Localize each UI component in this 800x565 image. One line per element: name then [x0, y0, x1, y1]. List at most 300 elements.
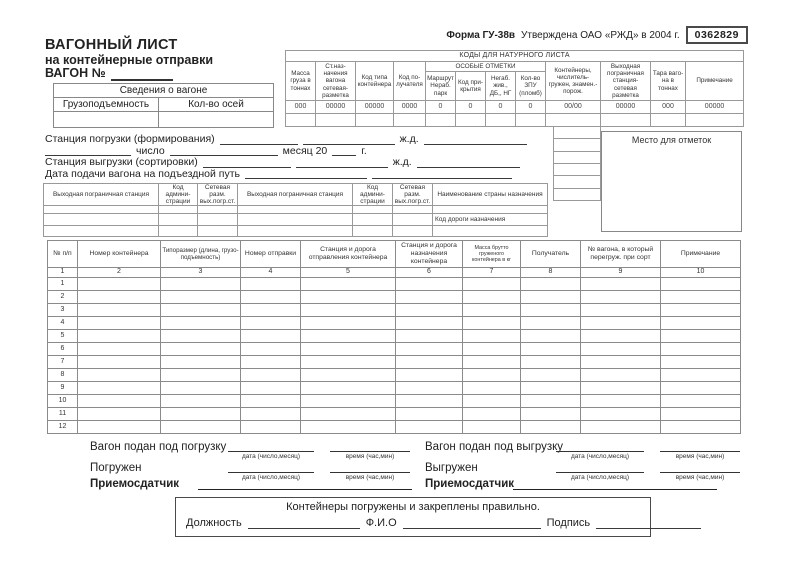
date-fill-label: дата (число,месяц)	[570, 474, 630, 481]
time-fill-label: время (час,мин)	[675, 453, 725, 460]
table-row	[48, 330, 741, 343]
value-cell: 00000	[356, 101, 394, 114]
row-number: 6	[48, 343, 78, 356]
acceptor-left-label: Приемосдатчик	[90, 478, 180, 490]
empty-cell	[241, 408, 301, 421]
header-cell: Выходная пограничная станция	[44, 184, 159, 206]
empty-cell	[396, 356, 463, 369]
empty-cell	[316, 114, 356, 127]
empty-cell	[521, 356, 581, 369]
header-cell: Код получателя	[394, 62, 426, 101]
header-cell: Номер контейнера	[78, 241, 161, 268]
header-cell: № вагона, в который перегруж. при сорт	[581, 241, 661, 268]
empty-cell	[581, 317, 661, 330]
column-number: 3	[161, 268, 241, 278]
empty-cell	[521, 330, 581, 343]
delivery-date-line	[45, 168, 550, 180]
header-cell: Тара вагона в тоннах	[651, 62, 686, 101]
row-number: 7	[48, 356, 78, 369]
empty-cell	[396, 304, 463, 317]
empty-cell	[521, 369, 581, 382]
empty-cell	[159, 214, 198, 226]
loaded-label: Погружен	[90, 462, 142, 474]
empty-cell	[78, 369, 161, 382]
empty-cell	[396, 278, 463, 291]
station-lines	[45, 133, 550, 179]
form-code-label: Форма ГУ-38в	[446, 29, 516, 41]
table-row	[48, 369, 741, 382]
empty-cell	[581, 395, 661, 408]
fill-blank	[417, 158, 520, 168]
value-cell: 00/00	[546, 101, 601, 114]
empty-cell	[393, 206, 433, 214]
table-row	[48, 343, 741, 356]
empty-cell	[159, 226, 198, 237]
row-number: 5	[48, 330, 78, 343]
empty-cell	[396, 421, 463, 434]
certify-box	[175, 497, 651, 537]
empty-cell	[396, 317, 463, 330]
header-cell: Примечание	[661, 241, 741, 268]
empty-cell	[433, 226, 548, 237]
empty-cell	[301, 330, 396, 343]
codes-table	[285, 50, 744, 127]
empty-cell	[161, 356, 241, 369]
row-number: 9	[48, 382, 78, 395]
unloading-station-label: Станция выгрузки (сортировки)	[45, 156, 198, 169]
empty-cell	[238, 226, 353, 237]
empty-cell	[161, 408, 241, 421]
empty-cell	[301, 369, 396, 382]
fill-blank	[403, 519, 541, 529]
date-fill-label: дата (число,месяц)	[570, 453, 630, 460]
unloading-station-line	[45, 156, 550, 168]
empty-cell	[241, 317, 301, 330]
empty-cell	[44, 214, 159, 226]
empty-cell	[521, 317, 581, 330]
axles-header: Кол-во осей	[159, 98, 274, 112]
value-cell: 00000	[601, 101, 651, 114]
empty-cell	[581, 291, 661, 304]
unloaded-label: Выгружен	[425, 462, 478, 474]
empty-cell	[301, 317, 396, 330]
capacity-cell	[54, 112, 159, 128]
empty-cell	[161, 330, 241, 343]
empty-cell	[686, 114, 744, 127]
header-cell: Контейнеры, числитель-гружен, знамен.-порож.	[546, 62, 601, 101]
table-row	[48, 395, 741, 408]
value-cell: 0	[426, 101, 456, 114]
row-number: 2	[48, 291, 78, 304]
empty-cell	[463, 421, 521, 434]
empty-cell	[463, 343, 521, 356]
empty-cell	[241, 330, 301, 343]
form-title: ВАГОННЫЙ ЛИСТ	[45, 37, 178, 53]
empty-cell	[661, 421, 741, 434]
fill-blank	[424, 135, 527, 145]
column-number: 9	[581, 268, 661, 278]
day-label: число	[136, 144, 165, 157]
empty-cell	[661, 291, 741, 304]
row-number: 8	[48, 369, 78, 382]
wagon-number-label: ВАГОН №	[45, 66, 106, 81]
fill-line	[330, 461, 410, 473]
empty-cell	[241, 343, 301, 356]
fill-blank	[45, 146, 131, 156]
empty-cell	[161, 278, 241, 291]
fill-blank	[220, 135, 298, 145]
form-subtitle: на контейнерные отправки	[45, 52, 214, 67]
table-row	[48, 421, 741, 434]
empty-cell	[241, 278, 301, 291]
empty-cell	[463, 382, 521, 395]
empty-cell	[521, 382, 581, 395]
column-number: 10	[661, 268, 741, 278]
empty-cell	[516, 114, 546, 127]
empty-cell	[241, 291, 301, 304]
fill-blank	[372, 169, 512, 179]
empty-cell	[486, 114, 516, 127]
empty-cell	[393, 214, 433, 226]
signature-label: Подпись	[546, 517, 591, 529]
empty-cell	[353, 206, 393, 214]
empty-cell	[394, 114, 426, 127]
special-marks-header: ОСОБЫЕ ОТМЕТКИ	[426, 62, 546, 72]
empty-cell	[161, 369, 241, 382]
empty-cell	[521, 278, 581, 291]
empty-cell	[661, 408, 741, 421]
header-cell: Наименование страны назначения	[433, 184, 548, 206]
empty-cell	[393, 226, 433, 237]
value-cell: 000	[651, 101, 686, 114]
empty-cell	[463, 317, 521, 330]
empty-cell	[661, 317, 741, 330]
empty-cell	[161, 317, 241, 330]
empty-cell	[661, 369, 741, 382]
column-number: 2	[78, 268, 161, 278]
wagon-number-line	[45, 67, 213, 81]
empty-cell	[581, 408, 661, 421]
loading-submitted-label: Вагон подан под погрузку	[90, 441, 227, 453]
wagon-number-blank	[111, 70, 173, 81]
header-cell: Сетевая разм. вых.погр.ст.	[198, 184, 238, 206]
empty-cell	[353, 226, 393, 237]
fill-blank	[332, 146, 356, 156]
empty-cell	[238, 206, 353, 214]
time-fill-label: время (час,мин)	[345, 453, 395, 460]
row-number: 3	[48, 304, 78, 317]
border-stations-table	[43, 183, 548, 237]
fill-line	[660, 440, 740, 452]
fill-blank	[170, 146, 278, 156]
empty-cell	[554, 189, 600, 200]
notes-box	[601, 131, 742, 232]
empty-cell	[463, 369, 521, 382]
empty-cell	[241, 369, 301, 382]
empty-cell	[161, 382, 241, 395]
empty-cell	[661, 330, 741, 343]
empty-cell	[463, 330, 521, 343]
empty-cell	[301, 343, 396, 356]
row-number: 10	[48, 395, 78, 408]
empty-cell	[581, 369, 661, 382]
codes-table-title: КОДЫ ДЛЯ НАТУРНОГО ЛИСТА	[286, 51, 744, 62]
date-fill-label: дата (число,месяц)	[241, 453, 301, 460]
empty-cell	[78, 304, 161, 317]
table-row	[48, 382, 741, 395]
empty-cell	[301, 408, 396, 421]
empty-cell	[78, 408, 161, 421]
dest-road-code-label: Код дороги назначения	[433, 214, 548, 226]
empty-cell	[521, 343, 581, 356]
empty-cell	[456, 114, 486, 127]
value-cell: 0000	[394, 101, 426, 114]
empty-cell	[396, 382, 463, 395]
wagon-info-table	[53, 83, 274, 128]
empty-cell	[198, 226, 238, 237]
empty-cell	[78, 395, 161, 408]
empty-cell	[554, 152, 600, 164]
certify-signature-line	[176, 513, 650, 529]
time-fill-label: время (час,мин)	[345, 474, 395, 481]
empty-cell	[301, 304, 396, 317]
header-cell: Выходная пограничная станция-сетевая разметка	[601, 62, 651, 101]
empty-cell	[581, 356, 661, 369]
column-number: 4	[241, 268, 301, 278]
date-fill	[228, 440, 314, 460]
empty-cell	[161, 343, 241, 356]
position-label: Должность	[186, 517, 242, 529]
empty-cell	[78, 291, 161, 304]
containers-table	[47, 240, 741, 434]
empty-cell	[661, 304, 741, 317]
header-cell: Сетевая разм. вых.погр.ст.	[393, 184, 433, 206]
header-cell: Кол-во ЗПУ (пломб)	[516, 72, 546, 101]
empty-cell	[463, 278, 521, 291]
serial-number-box: 0362829	[686, 26, 748, 44]
header-cell: Маршрут Нераб. парк	[426, 72, 456, 101]
certify-statement: Контейнеры погружены и закреплены правильно.	[286, 501, 540, 513]
empty-cell	[661, 278, 741, 291]
notes-box-title: Место для отметок	[631, 135, 712, 145]
delivery-date-label: Дата подачи вагона на подъездной путь	[45, 167, 241, 180]
empty-cell	[159, 206, 198, 214]
empty-cell	[78, 330, 161, 343]
empty-cell	[554, 127, 600, 139]
empty-cell	[396, 330, 463, 343]
empty-cell	[581, 330, 661, 343]
empty-cell	[396, 408, 463, 421]
acceptor-left-signature-line	[198, 478, 412, 490]
fill-blank	[296, 158, 388, 168]
railway-label: ж.д.	[392, 156, 412, 169]
column-number: 8	[521, 268, 581, 278]
title-block	[45, 38, 213, 81]
unloading-submitted-label: Вагон подан под выгрузку	[425, 441, 564, 453]
value-cell: 0	[516, 101, 546, 114]
empty-cell	[521, 408, 581, 421]
empty-cell	[161, 395, 241, 408]
header-cell: Выходная пограничная станция	[238, 184, 353, 206]
empty-cell	[161, 304, 241, 317]
empty-cell	[554, 176, 600, 188]
fill-line	[660, 461, 740, 473]
header-cell: № п/п	[48, 241, 78, 268]
table-row	[48, 356, 741, 369]
empty-cell	[301, 382, 396, 395]
empty-cell	[521, 421, 581, 434]
date-fill	[556, 440, 644, 460]
empty-cell	[78, 356, 161, 369]
empty-cell	[521, 395, 581, 408]
empty-cell	[161, 291, 241, 304]
empty-cell	[581, 382, 661, 395]
empty-cell	[238, 214, 353, 226]
row-number: 1	[48, 278, 78, 291]
loading-station-label: Станция погрузки (формирования)	[45, 133, 215, 146]
year-suffix: г.	[361, 144, 367, 157]
date-fill-label: дата (число,месяц)	[241, 474, 301, 481]
header-cell: Масса брутто груженого контейнера в кг	[463, 241, 521, 268]
column-number: 7	[463, 268, 521, 278]
empty-cell	[396, 343, 463, 356]
empty-cell	[661, 395, 741, 408]
empty-cell	[546, 114, 601, 127]
header-cell: Станция и дорога отправления контейнера	[301, 241, 396, 268]
empty-cell	[463, 395, 521, 408]
empty-cell	[651, 114, 686, 127]
time-fill-label: время (час,мин)	[675, 474, 725, 481]
empty-cell	[78, 317, 161, 330]
header-cell: Примечание	[686, 62, 744, 101]
empty-cell	[78, 278, 161, 291]
fill-blank	[203, 158, 291, 168]
row-number: 11	[48, 408, 78, 421]
header-cell: Негаб. жив., ДБ,, НГ	[486, 72, 516, 101]
empty-cell	[463, 356, 521, 369]
empty-cell	[286, 114, 316, 127]
empty-cell	[78, 382, 161, 395]
column-number: 6	[396, 268, 463, 278]
time-fill	[330, 440, 410, 460]
value-cell: 00000	[316, 101, 356, 114]
wagon-info-title: Сведения о вагоне	[54, 84, 274, 98]
fill-blank	[596, 519, 701, 529]
capacity-header: Грузоподъемность	[54, 98, 159, 112]
value-cell: 00000	[686, 101, 744, 114]
empty-cell	[198, 206, 238, 214]
value-cell: 0	[456, 101, 486, 114]
empty-cell	[661, 343, 741, 356]
value-cell: 0	[486, 101, 516, 114]
header-cell: Код администрации	[353, 184, 393, 206]
empty-cell	[78, 421, 161, 434]
empty-cell	[301, 421, 396, 434]
empty-cell	[521, 304, 581, 317]
empty-cell	[396, 291, 463, 304]
empty-cell	[396, 369, 463, 382]
empty-cell	[241, 421, 301, 434]
table-row	[48, 317, 741, 330]
empty-cell	[581, 421, 661, 434]
empty-cell	[463, 291, 521, 304]
header-cell: Код прикрытия	[456, 72, 486, 101]
empty-cell	[433, 206, 548, 214]
empty-cell	[301, 356, 396, 369]
empty-cell	[161, 421, 241, 434]
empty-cell	[426, 114, 456, 127]
row-number: 4	[48, 317, 78, 330]
fill-line	[228, 461, 314, 473]
month-label: месяц 20	[282, 144, 328, 157]
fill-blank	[303, 135, 395, 145]
header-cell: Станция и дорога назначения контейнера	[396, 241, 463, 268]
name-label: Ф.И.О	[365, 517, 397, 529]
fill-line	[556, 440, 644, 452]
value-cell: 000	[286, 101, 316, 114]
acceptor-right-label: Приемосдатчик	[425, 478, 515, 490]
table-row	[48, 304, 741, 317]
empty-cell	[301, 395, 396, 408]
fill-blank	[248, 519, 360, 529]
table-row	[48, 278, 741, 291]
empty-cell	[241, 304, 301, 317]
empty-cell	[301, 291, 396, 304]
railway-label: ж.д.	[399, 133, 419, 146]
column-number: 5	[301, 268, 396, 278]
fill-line	[556, 461, 644, 473]
header-cell: Код администрации	[159, 184, 198, 206]
empty-cell	[661, 356, 741, 369]
empty-cell	[601, 114, 651, 127]
empty-cell	[241, 395, 301, 408]
header-cell: Получатель	[521, 241, 581, 268]
empty-cell	[44, 206, 159, 214]
header-cell: Масса груза в тоннах	[286, 62, 316, 101]
fill-line	[330, 440, 410, 452]
header-cell: Ст.назначения вагона сетевая-разметка	[316, 62, 356, 101]
fill-blank	[245, 169, 367, 179]
acceptor-right-signature-line	[513, 478, 717, 490]
empty-cell	[396, 395, 463, 408]
empty-cell	[198, 214, 238, 226]
empty-cell	[301, 278, 396, 291]
main-table-body	[48, 278, 741, 434]
empty-cell	[353, 214, 393, 226]
empty-cell	[521, 291, 581, 304]
date-line	[45, 145, 550, 157]
empty-cell	[241, 382, 301, 395]
empty-cell	[356, 114, 394, 127]
empty-cell	[463, 408, 521, 421]
empty-cell	[581, 304, 661, 317]
empty-cell	[581, 278, 661, 291]
empty-cell	[241, 356, 301, 369]
fill-line	[228, 440, 314, 452]
table-row	[48, 291, 741, 304]
form-header	[380, 26, 748, 44]
table-row	[48, 408, 741, 421]
header-cell: Номер отправки	[241, 241, 301, 268]
empty-cell	[44, 226, 159, 237]
empty-cell	[78, 343, 161, 356]
empty-cell	[581, 343, 661, 356]
empty-cell	[554, 139, 600, 151]
empty-cell	[554, 164, 600, 176]
codes-extra-rows	[553, 127, 601, 201]
empty-cell	[661, 382, 741, 395]
column-number: 1	[48, 268, 78, 278]
